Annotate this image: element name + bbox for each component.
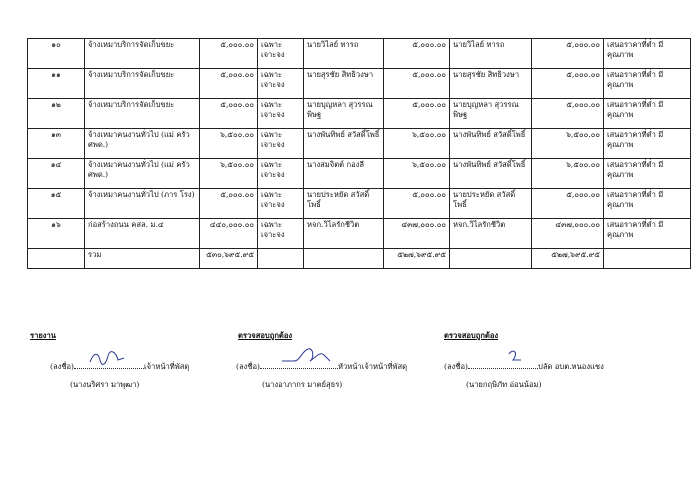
row-winner: หจก.วิไลรักชีวิต — [450, 219, 532, 249]
table-row — [28, 159, 691, 189]
row-method: เฉพาะเจาะจง — [258, 189, 304, 219]
row-bid-price: ๖,๕๐๐.๐๐ — [384, 159, 450, 189]
checker1-name: (นางอาภากร มาตย์สุธร) — [262, 380, 343, 389]
row-bid-price: ๕,๐๐๐.๐๐ — [384, 189, 450, 219]
reporter-name: (นางนริศรา มาพุฒา) — [70, 380, 140, 389]
reporter-sign-prefix: (ลงชื่อ) — [50, 362, 75, 371]
row-win-price: ๕,๐๐๐.๐๐ — [532, 189, 604, 219]
row-bidder: นายสุรชัย สิทธิวงษา — [304, 69, 384, 99]
row-description: จ้างเหมาบริการจัดเก็บขยะ — [85, 39, 200, 69]
row-winner: นางพันทิพย์ สวัสดิ์โพธิ์ — [450, 129, 532, 159]
row-budget: ๖,๕๐๐.๐๐ — [200, 159, 258, 189]
row-bidder: นางสมจิตต์ กองลี — [304, 159, 384, 189]
row-budget: ๖,๕๐๐.๐๐ — [200, 129, 258, 159]
row-win-price: ๖,๕๐๐.๐๐ — [532, 159, 604, 189]
row-description: ก่อสร้างถนน คสล. ม.๔ — [85, 219, 200, 249]
reporter-role: เจ้าหน้าที่พัสดุ — [144, 362, 190, 371]
row-method: เฉพาะเจาะจง — [258, 69, 304, 99]
row-number: ๑๓ — [28, 129, 85, 159]
reporter-title: รายงาน — [30, 331, 56, 340]
table-row — [28, 99, 691, 129]
checker2-sign-prefix: (ลงชื่อ) — [444, 362, 469, 371]
totals-bid: ๕๒๗,๖๙๕.๙๕ — [384, 249, 450, 269]
checker1-role: หัวหน้าเจ้าหน้าที่พัสดุ — [338, 362, 408, 371]
checker1-title: ตรวจสอบถูกต้อง — [238, 331, 293, 340]
checker1-sign-dots — [260, 368, 338, 369]
checker2-handwritten-signature — [505, 348, 525, 366]
checker2-name: (นายกฤษิภัท อ่อนน้อม) — [466, 380, 542, 389]
reporter-sign-dots — [74, 368, 144, 369]
row-winner: นางพันทิพย์ สวัสดิ์โพธิ์ — [450, 159, 532, 189]
row-win-price: ๕,๐๐๐.๐๐ — [532, 99, 604, 129]
row-win-price: ๕,๐๐๐.๐๐ — [532, 69, 604, 99]
totals-label: รวม — [85, 249, 200, 269]
row-winner: นายประหยัด สวัสดิ์ โพธิ์ — [450, 189, 532, 219]
totals-empty-method — [258, 249, 304, 269]
totals-empty-reason — [604, 249, 691, 269]
row-win-price: ๕,๐๐๐.๐๐ — [532, 39, 604, 69]
row-budget: ๔๔๐,๐๐๐.๐๐ — [200, 219, 258, 249]
row-budget: ๕,๐๐๐.๐๐ — [200, 39, 258, 69]
row-reason: เสนอราคาที่ต่ำ มีคุณภาพ — [604, 99, 691, 129]
row-method: เฉพาะเจาะจง — [258, 99, 304, 129]
totals-empty-bidder — [304, 249, 384, 269]
row-winner: นายบุญหลา สุวรรณ พิษฐ — [450, 99, 532, 129]
table-row — [28, 129, 691, 159]
row-reason: เสนอราคาที่ต่ำ มีคุณภาพ — [604, 189, 691, 219]
totals-row — [28, 249, 691, 269]
row-number: ๑๒ — [28, 99, 85, 129]
checker2-sign-dots — [468, 368, 538, 369]
row-reason: เสนอราคาที่ต่ำ มีคุณภาพ — [604, 69, 691, 99]
row-method: เฉพาะเจาะจง — [258, 159, 304, 189]
row-number: ๑๑ — [28, 69, 85, 99]
row-budget: ๕,๐๐๐.๐๐ — [200, 69, 258, 99]
row-reason: เสนอราคาที่ต่ำ มีคุณภาพ — [604, 219, 691, 249]
row-number: ๑๐ — [28, 39, 85, 69]
totals-empty-winner — [450, 249, 532, 269]
row-budget: ๕,๐๐๐.๐๐ — [200, 99, 258, 129]
totals-budget: ๕๓๐,๖๙๕.๙๕ — [200, 249, 258, 269]
row-bidder: นางพันทิพย์ สวัสดิ์โพธิ์ — [304, 129, 384, 159]
checker2-role: ปลัด อบต.หนองแชง — [538, 362, 604, 371]
table-body — [28, 39, 691, 249]
row-reason: เสนอราคาที่ต่ำ มีคุณภาพ — [604, 129, 691, 159]
row-method: เฉพาะเจาะจง — [258, 129, 304, 159]
row-description: จ้างเหมาคนงานทั่วไป (แม่ ครัว ศพด.) — [85, 159, 200, 189]
procurement-table — [27, 38, 691, 269]
row-bid-price: ๖,๕๐๐.๐๐ — [384, 129, 450, 159]
totals-win: ๕๒๗,๖๙๕.๙๕ — [532, 249, 604, 269]
checker1-sign-prefix: (ลงชื่อ) — [236, 362, 261, 371]
row-description: จ้างเหมาคนงานทั่วไป (แม่ ครัว ศพด.) — [85, 129, 200, 159]
row-budget: ๕,๐๐๐.๐๐ — [200, 189, 258, 219]
row-description: จ้างเหมาบริการจัดเก็บขยะ — [85, 69, 200, 99]
row-bid-price: ๕,๐๐๐.๐๐ — [384, 69, 450, 99]
row-win-price: ๖,๕๐๐.๐๐ — [532, 129, 604, 159]
table-row — [28, 39, 691, 69]
row-winner: นายสุรชัย สิทธิวงษา — [450, 69, 532, 99]
row-bid-price: ๕,๐๐๐.๐๐ — [384, 39, 450, 69]
row-bidder: นายบุญหลา สุวรรณพิษฐ — [304, 99, 384, 129]
row-bid-price: ๕,๐๐๐.๐๐ — [384, 99, 450, 129]
checker1-handwritten-signature — [280, 345, 332, 367]
row-bidder: นายวิไลย์ ทารถ — [304, 39, 384, 69]
row-win-price: ๔๓๗,๐๐๐.๐๐ — [532, 219, 604, 249]
reporter-handwritten-signature — [88, 350, 128, 368]
row-number: ๑๕ — [28, 189, 85, 219]
row-reason: เสนอราคาที่ต่ำ มีคุณภาพ — [604, 39, 691, 69]
row-bidder: นายประหยัด สวัสดิ์โพธิ์ — [304, 189, 384, 219]
table-row — [28, 189, 691, 219]
row-number: ๑๖ — [28, 219, 85, 249]
row-bidder: หจก.วิไลรักชีวิต — [304, 219, 384, 249]
totals-no-cell — [28, 249, 85, 269]
table-row — [28, 69, 691, 99]
row-reason: เสนอราคาที่ต่ำ มีคุณภาพ — [604, 159, 691, 189]
row-winner: นายวิไลย์ ทารถ — [450, 39, 532, 69]
table-row — [28, 219, 691, 249]
row-bid-price: ๔๓๗,๐๐๐.๐๐ — [384, 219, 450, 249]
checker2-title: ตรวจสอบถูกต้อง — [444, 331, 499, 340]
row-description: จ้างเหมาบริการจัดเก็บขยะ — [85, 99, 200, 129]
row-method: เฉพาะเจาะจง — [258, 219, 304, 249]
row-number: ๑๔ — [28, 159, 85, 189]
row-method: เฉพาะเจาะจง — [258, 39, 304, 69]
row-description: จ้างเหมาคนงานทั่วไป (ภาร โรง) — [85, 189, 200, 219]
